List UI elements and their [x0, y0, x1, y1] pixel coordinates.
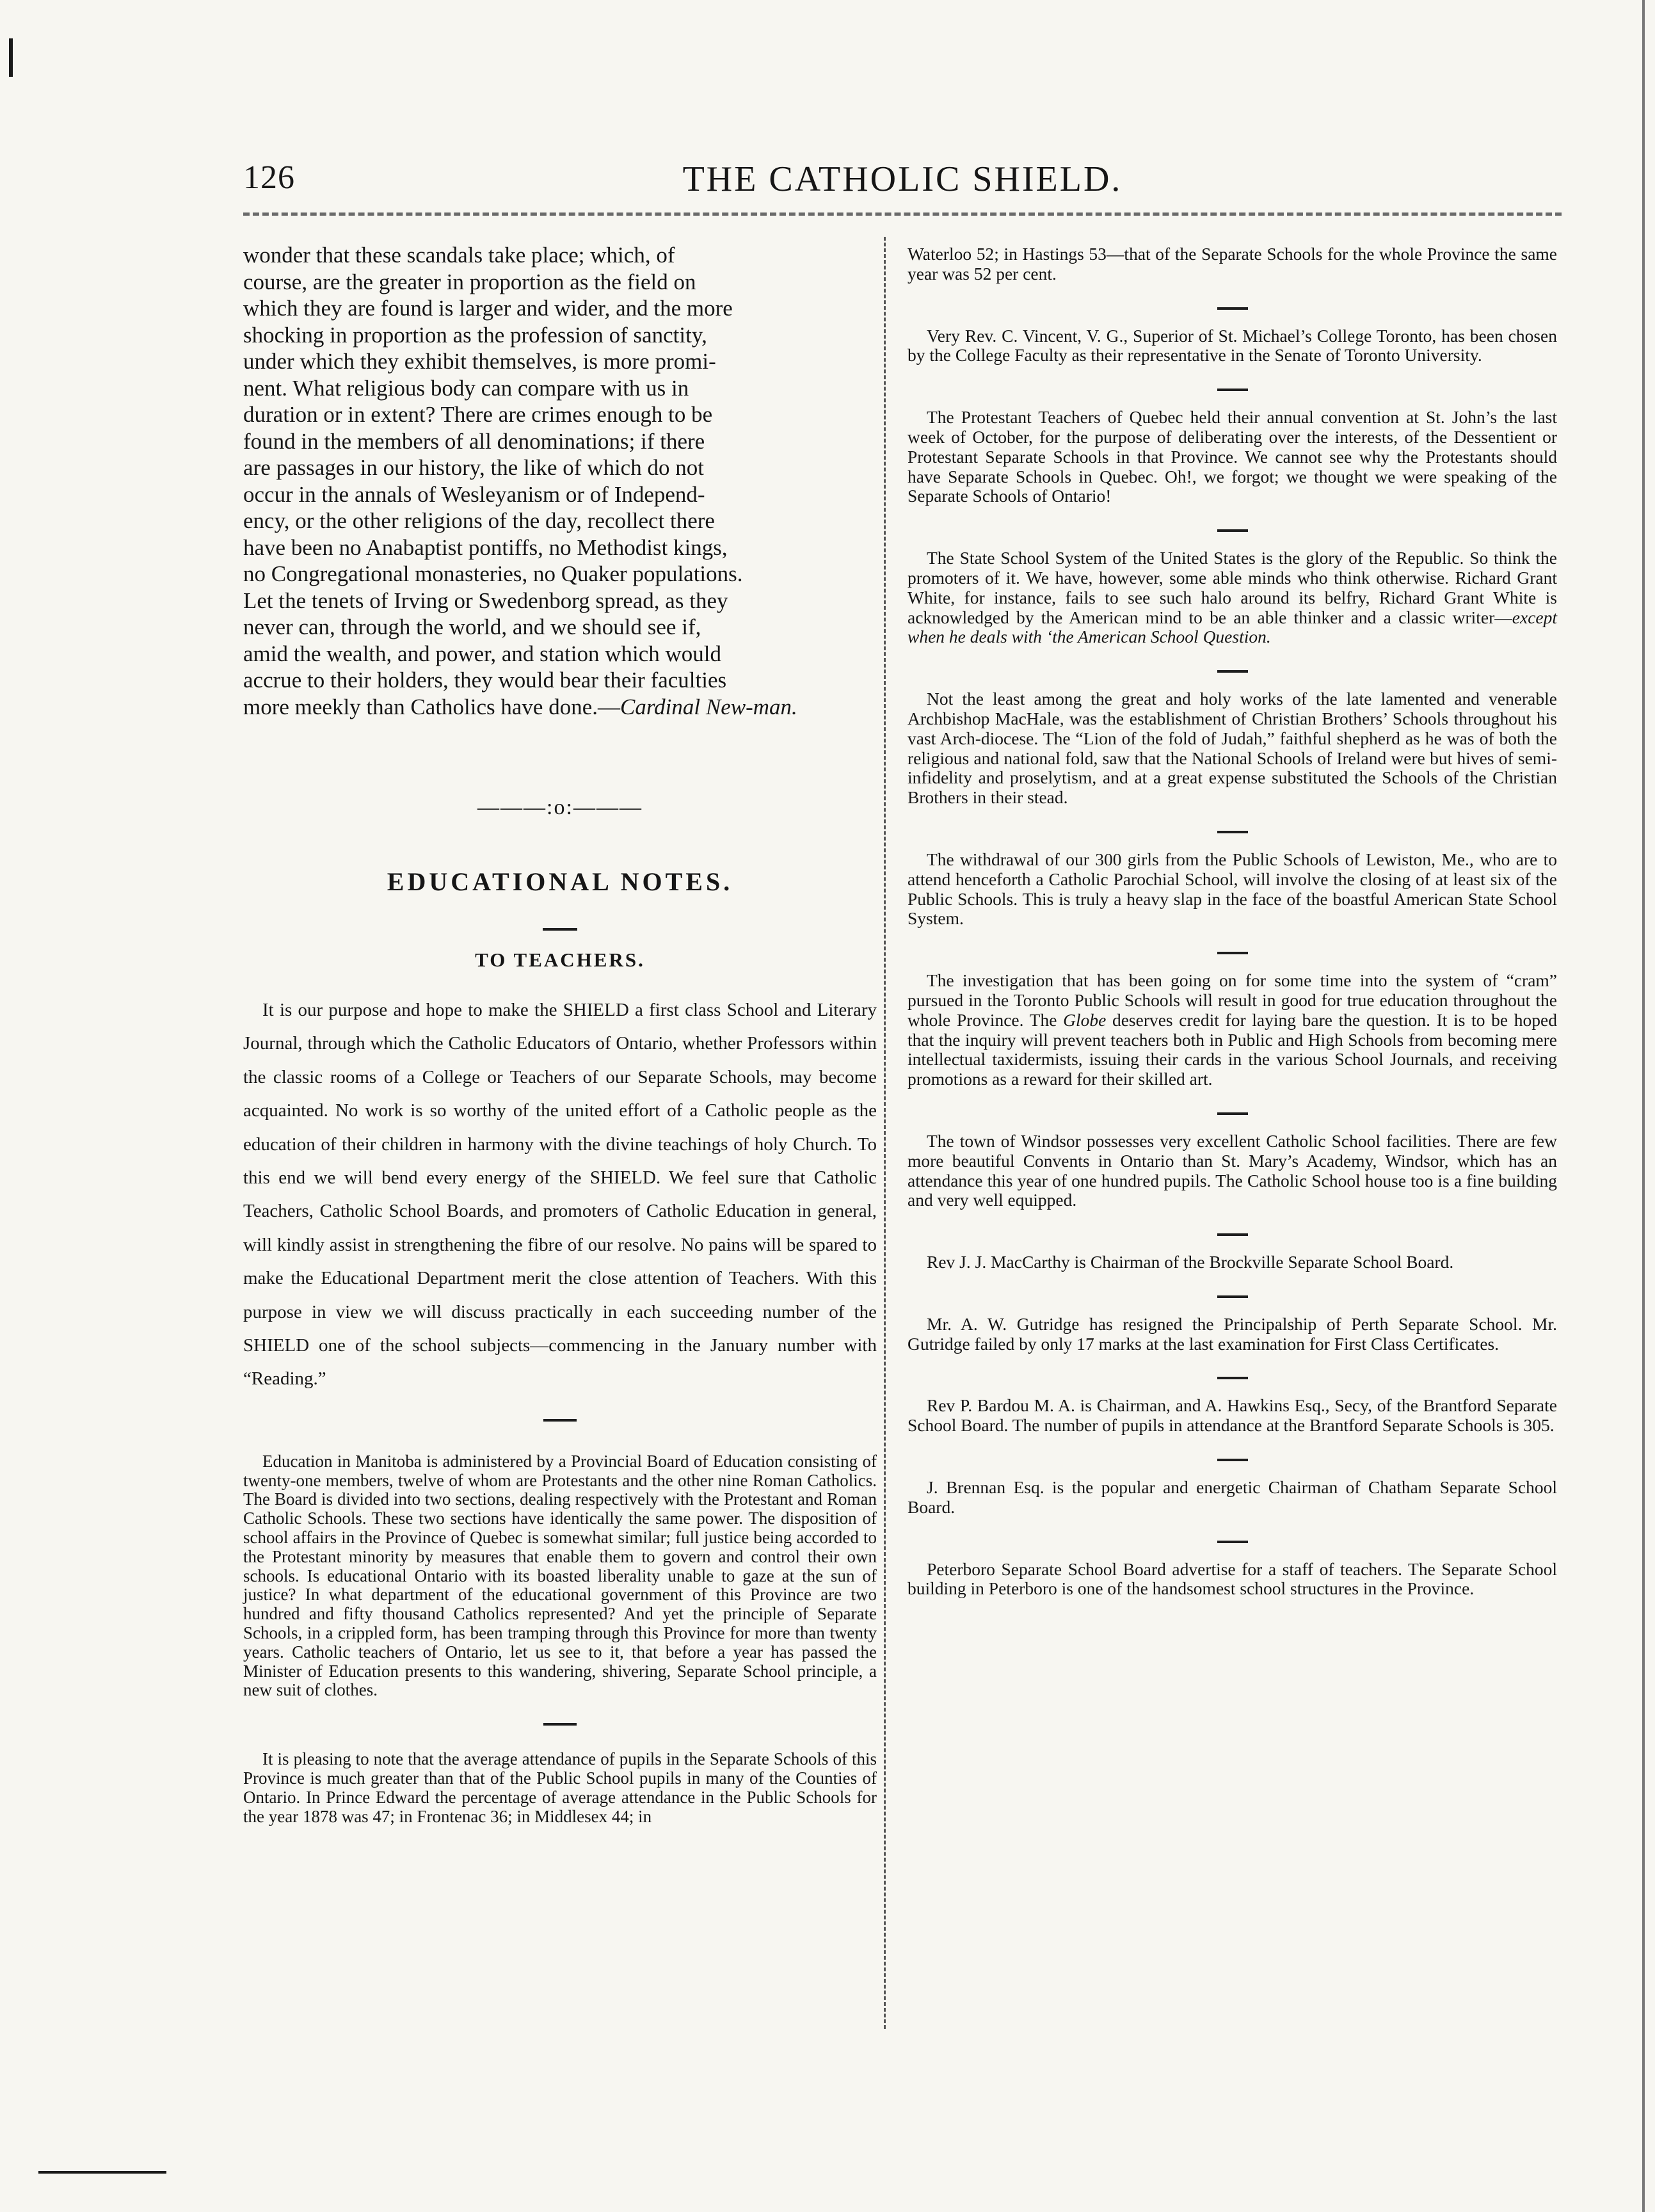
note-separator	[1217, 389, 1248, 391]
note-paragraph: Not the least among the great and holy works of the late lamented and venerable Archbishop MacHale, was the establishment of Christian Brothers’ Schools throughout his vast Arch-diocese. The “Lion of the fold of Judah,” faithful shepherd as he was of both the religious and national fold, saw that the National Schools of Ireland were but hives of semi-infidelity and proselytism, and at a great expense substituted the Schools of the Christian Brothers in their stead.	[907, 689, 1557, 808]
essay-line: shocking in proportion as the profession of sanctity,	[243, 322, 707, 348]
note-text: The investigation that has been going on for some time into the system of “cram” pursued in the Toronto Public Schools will result in good for true education throughout the whole Province. The	[907, 970, 1557, 1030]
note-separator	[1217, 1459, 1248, 1461]
section-ornament: ———:o:———	[477, 796, 643, 819]
section-title: EDUCATIONAL NOTES.	[387, 867, 733, 896]
scan-edge-mark-right	[1642, 0, 1645, 2212]
note-paragraph: Education in Manitoba is administered by a Provincial Board of Education consisting of twenty-one members, twelve of whom are Protestants and the other nine Roman Catholics. The Board is divided into two sections, dealing respectively with the Protestant and Roman Catholic Schools. These two sections have identically the same power. The disposition of school affairs in the Province of Quebec is somewhat similar; full justice being accorded to the Protestant minority by measures that enable them to govern and control their own schools. Is educational Ontario with its boasted liberality unable to gaze at the sun of justice? In what department of the educational government of this Province are two hundred and fifty thousand Catholics represented? And yet the principle of Separate Schools, in a crippled form, has been tramping through this Province for more than twenty years. Catholic teachers of Ontario, let us see to it, that before a year has passed the Minister of Education presents to this wandering, shivering, Separate School principle, a new suit of clothes.	[243, 1451, 877, 1700]
note-separator	[1217, 670, 1248, 673]
scan-edge-mark-bottom	[38, 2171, 166, 2174]
essay-line: accrue to their holders, they would bear their faculties	[243, 668, 727, 693]
note-paragraph: J. Brennan Esq. is the popular and energetic Chairman of Chatham Separate School Board.	[907, 1477, 1557, 1517]
section-subtitle: TO TEACHERS.	[475, 949, 645, 971]
essay-line: nent. What religious body can compare with us in	[243, 375, 689, 401]
note-separator	[1217, 1295, 1248, 1298]
note-paragraph: Waterloo 52; in Hastings 53—that of the Separate Schools for the whole Province the same year was 52 per cent.	[907, 244, 1557, 284]
note-paragraph: It is pleasing to note that the average attendance of pupils in the Separate Schools of this Province is much greater than that of the Public School pupils in many of the Counties of Ontario. In Prince Edward the percentage of average attendance in the Public Schools for the year 1878 was 47; in Frontenac 36; in Middlesex 44; in	[243, 1749, 877, 1826]
essay-line: ency, or the other religions of the day, recollect there	[243, 508, 715, 533]
essay-line: which they are found is larger and wider, and the more	[243, 296, 733, 321]
essay-line: no Congregational monasteries, no Quaker populations.	[243, 561, 743, 586]
note-separator	[1217, 952, 1248, 954]
note-separator	[1217, 1377, 1248, 1379]
note-separator	[1217, 307, 1248, 310]
left-column	[243, 242, 877, 1826]
essay-line: occur in the annals of Wesleyanism or of Independ-	[243, 481, 705, 507]
note-separator	[543, 1419, 577, 1422]
note-italic-text: Globe	[1063, 1009, 1107, 1030]
essay-line: are passages in our history, the like of which do not	[243, 455, 704, 480]
essay-line: have been no Anabaptist pontiffs, no Methodist kings,	[243, 534, 728, 560]
note-separator	[1217, 529, 1248, 532]
note-paragraph: Rev P. Bardou M. A. is Chairman, and A. Hawkins Esq., Secy, of the Brantford Separate School Board. The number of pupils in attendance at the Brantford Separate Schools is 305.	[907, 1395, 1557, 1436]
note-separator	[1217, 1233, 1248, 1236]
page-header	[243, 159, 1562, 204]
note-separator	[543, 1723, 577, 1726]
page-number: 126	[243, 159, 295, 196]
scan-edge-mark-top	[9, 38, 13, 77]
note-separator	[1217, 1112, 1248, 1115]
note-paragraph: The Protestant Teachers of Quebec held their annual convention at St. John’s the last week of October, for the purpose of deliberating over the interests, of the Dessentient or Protestant Separate Schools in that Province. We cannot see why the Protestants should have Separate Schools in Quebec. Oh!, we forgot; we thought we were speaking of the Separate Schools of Ontario!	[907, 407, 1557, 506]
note-paragraph: Peterboro Separate School Board advertise for a staff of teachers. The Separate School building in Peterboro is one of the handsomest school structures in the Province.	[907, 1559, 1557, 1599]
note-paragraph: Very Rev. C. Vincent, V. G., Superior of St. Michael’s College Toronto, has been chosen by the College Faculty as their representative in the Senate of Toronto University.	[907, 325, 1557, 365]
note-separator	[1217, 1541, 1248, 1543]
note-paragraph	[907, 971, 1557, 1089]
note-italic-text: except when he deals with ‘the American School Question.	[907, 607, 1557, 647]
note-paragraph: Rev J. J. MacCarthy is Chairman of the Brockville Separate School Board.	[927, 1252, 1454, 1272]
note-text: The State School System of the United States is the glory of the Republic. So think the promoters of it. We have, however, some able minds who think otherwise. Richard Grant White, for instance, fails to see such halo around its belfry, Richard Grant White is acknowledged by the American mind to be an able thinker and a classic writer—	[907, 548, 1557, 627]
essay-line: Let the tenets of Irving or Swedenborg spread, as they	[243, 588, 728, 613]
header-rule	[243, 212, 1562, 216]
note-paragraph	[907, 549, 1557, 647]
running-title: THE CATHOLIC SHIELD.	[682, 159, 1123, 199]
essay-line: found in the members of all denominations; if there	[243, 428, 705, 454]
essay-excerpt	[243, 242, 877, 720]
note-paragraph: The withdrawal of our 300 girls from the Public Schools of Lewiston, Me., who are to attend henceforth a Catholic Parochial School, will involve the closing of at least six of the Public Schools. This is truly a heavy slap in the face of the boastful American State School System.	[907, 849, 1557, 929]
column-rule	[884, 237, 886, 2029]
essay-line: under which they exhibit themselves, is more promi-	[243, 349, 716, 374]
note-text-continued: deserves credit for laying bare the question. It is to be hoped that the inquiry will prevent teachers both in Public and High Schools from becoming mere intellectual taxidermists, issuing their cards in the various School Journals, and receiving promotions as a reward for their skilled art.	[907, 1009, 1557, 1089]
essay-line: course, are the greater in proportion as the field on	[243, 269, 696, 294]
note-separator	[1217, 831, 1248, 833]
note-paragraph: The town of Windsor possesses very excellent Catholic School facilities. There are few more beautiful Convents in Ontario than St. Mary’s Academy, Windsor, which has an attendance this year of one hundred pupils. The Catholic School house too is a fine building and very well equipped.	[907, 1130, 1557, 1210]
essay-line	[243, 694, 877, 721]
note-paragraph: Mr. A. W. Gutridge has resigned the Principalship of Perth Separate School. Mr. Gutridge failed by only 17 marks at the last examination for First Class Certificates.	[907, 1313, 1557, 1354]
essay-attribution: Cardinal New-man.	[620, 694, 797, 719]
essay-line: wonder that these scandals take place; which, of	[243, 243, 675, 268]
title-separator	[543, 928, 577, 931]
intro-paragraph: It is our purpose and hope to make the SHIELD a first class School and Literary Journal, through which the Catholic Educators of Ontario, whether Professors within the classic rooms of a College or Teachers of our Separate Schools, may become acquainted. No work is so worthy of the united effort of a Catholic people as the education of their children in harmony with the divine teachings of holy Church. To this end we will bend every energy of the SHIELD. We feel sure that Catholic Teachers, Catholic School Boards, and promoters of Catholic Education in general, will kindly assist in strengthening the fibre of our resolve. No pains will be spared to make the Educational Department merit the close attention of Teachers. With this purpose in view we will discuss practically in each succeeding number of the SHIELD one of the school subjects—commencing in the January number with “Reading.”	[243, 1000, 877, 1390]
essay-line: duration or in extent? There are crimes enough to be	[243, 402, 713, 427]
essay-line-text: more meekly than Catholics have done.—	[243, 694, 621, 719]
essay-line: never can, through the world, and we should see if,	[243, 614, 701, 639]
essay-line: amid the wealth, and power, and station which would	[243, 641, 722, 666]
right-column	[907, 244, 1557, 1599]
